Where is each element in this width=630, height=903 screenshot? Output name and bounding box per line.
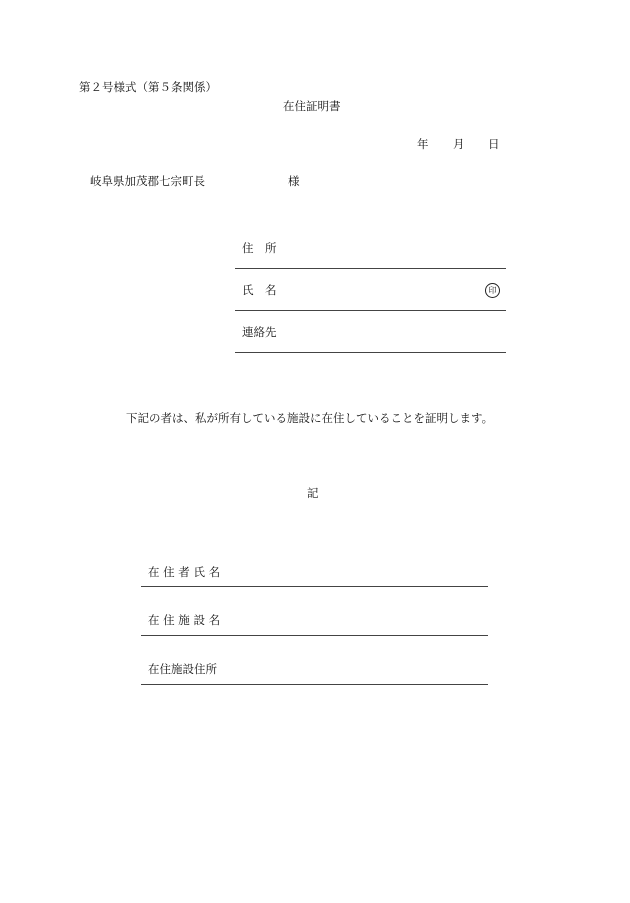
- applicant-name-line: [235, 310, 506, 311]
- applicant-contact-label: 連絡先: [242, 325, 277, 339]
- form-number: 第２号様式（第５条関係）: [79, 80, 217, 94]
- seal-mark-icon: 印: [485, 283, 500, 298]
- addressee-honorific: 様: [288, 174, 300, 188]
- applicant-address-line: [235, 268, 506, 269]
- addressee-name: 岐阜県加茂郡七宗町長: [90, 174, 205, 188]
- document-title: 在住証明書: [283, 99, 341, 113]
- resident-name-line: [141, 586, 488, 587]
- ki-heading: 記: [307, 486, 319, 500]
- facility-name-label: 在 住 施 設 名: [148, 613, 221, 627]
- certification-statement: 下記の者は、私が所有している施設に在住していることを証明します。: [126, 411, 494, 425]
- date-year-label: 年: [417, 137, 429, 151]
- applicant-contact-line: [235, 352, 506, 353]
- resident-name-label: 在 住 者 氏 名: [148, 565, 221, 579]
- facility-address-label: 在住施設住所: [148, 662, 217, 676]
- facility-name-line: [141, 635, 488, 636]
- applicant-address-label: 住 所: [242, 241, 277, 255]
- date-day-label: 日: [488, 137, 500, 151]
- facility-address-line: [141, 684, 488, 685]
- applicant-name-label: 氏 名: [242, 283, 277, 297]
- date-month-label: 月: [453, 137, 465, 151]
